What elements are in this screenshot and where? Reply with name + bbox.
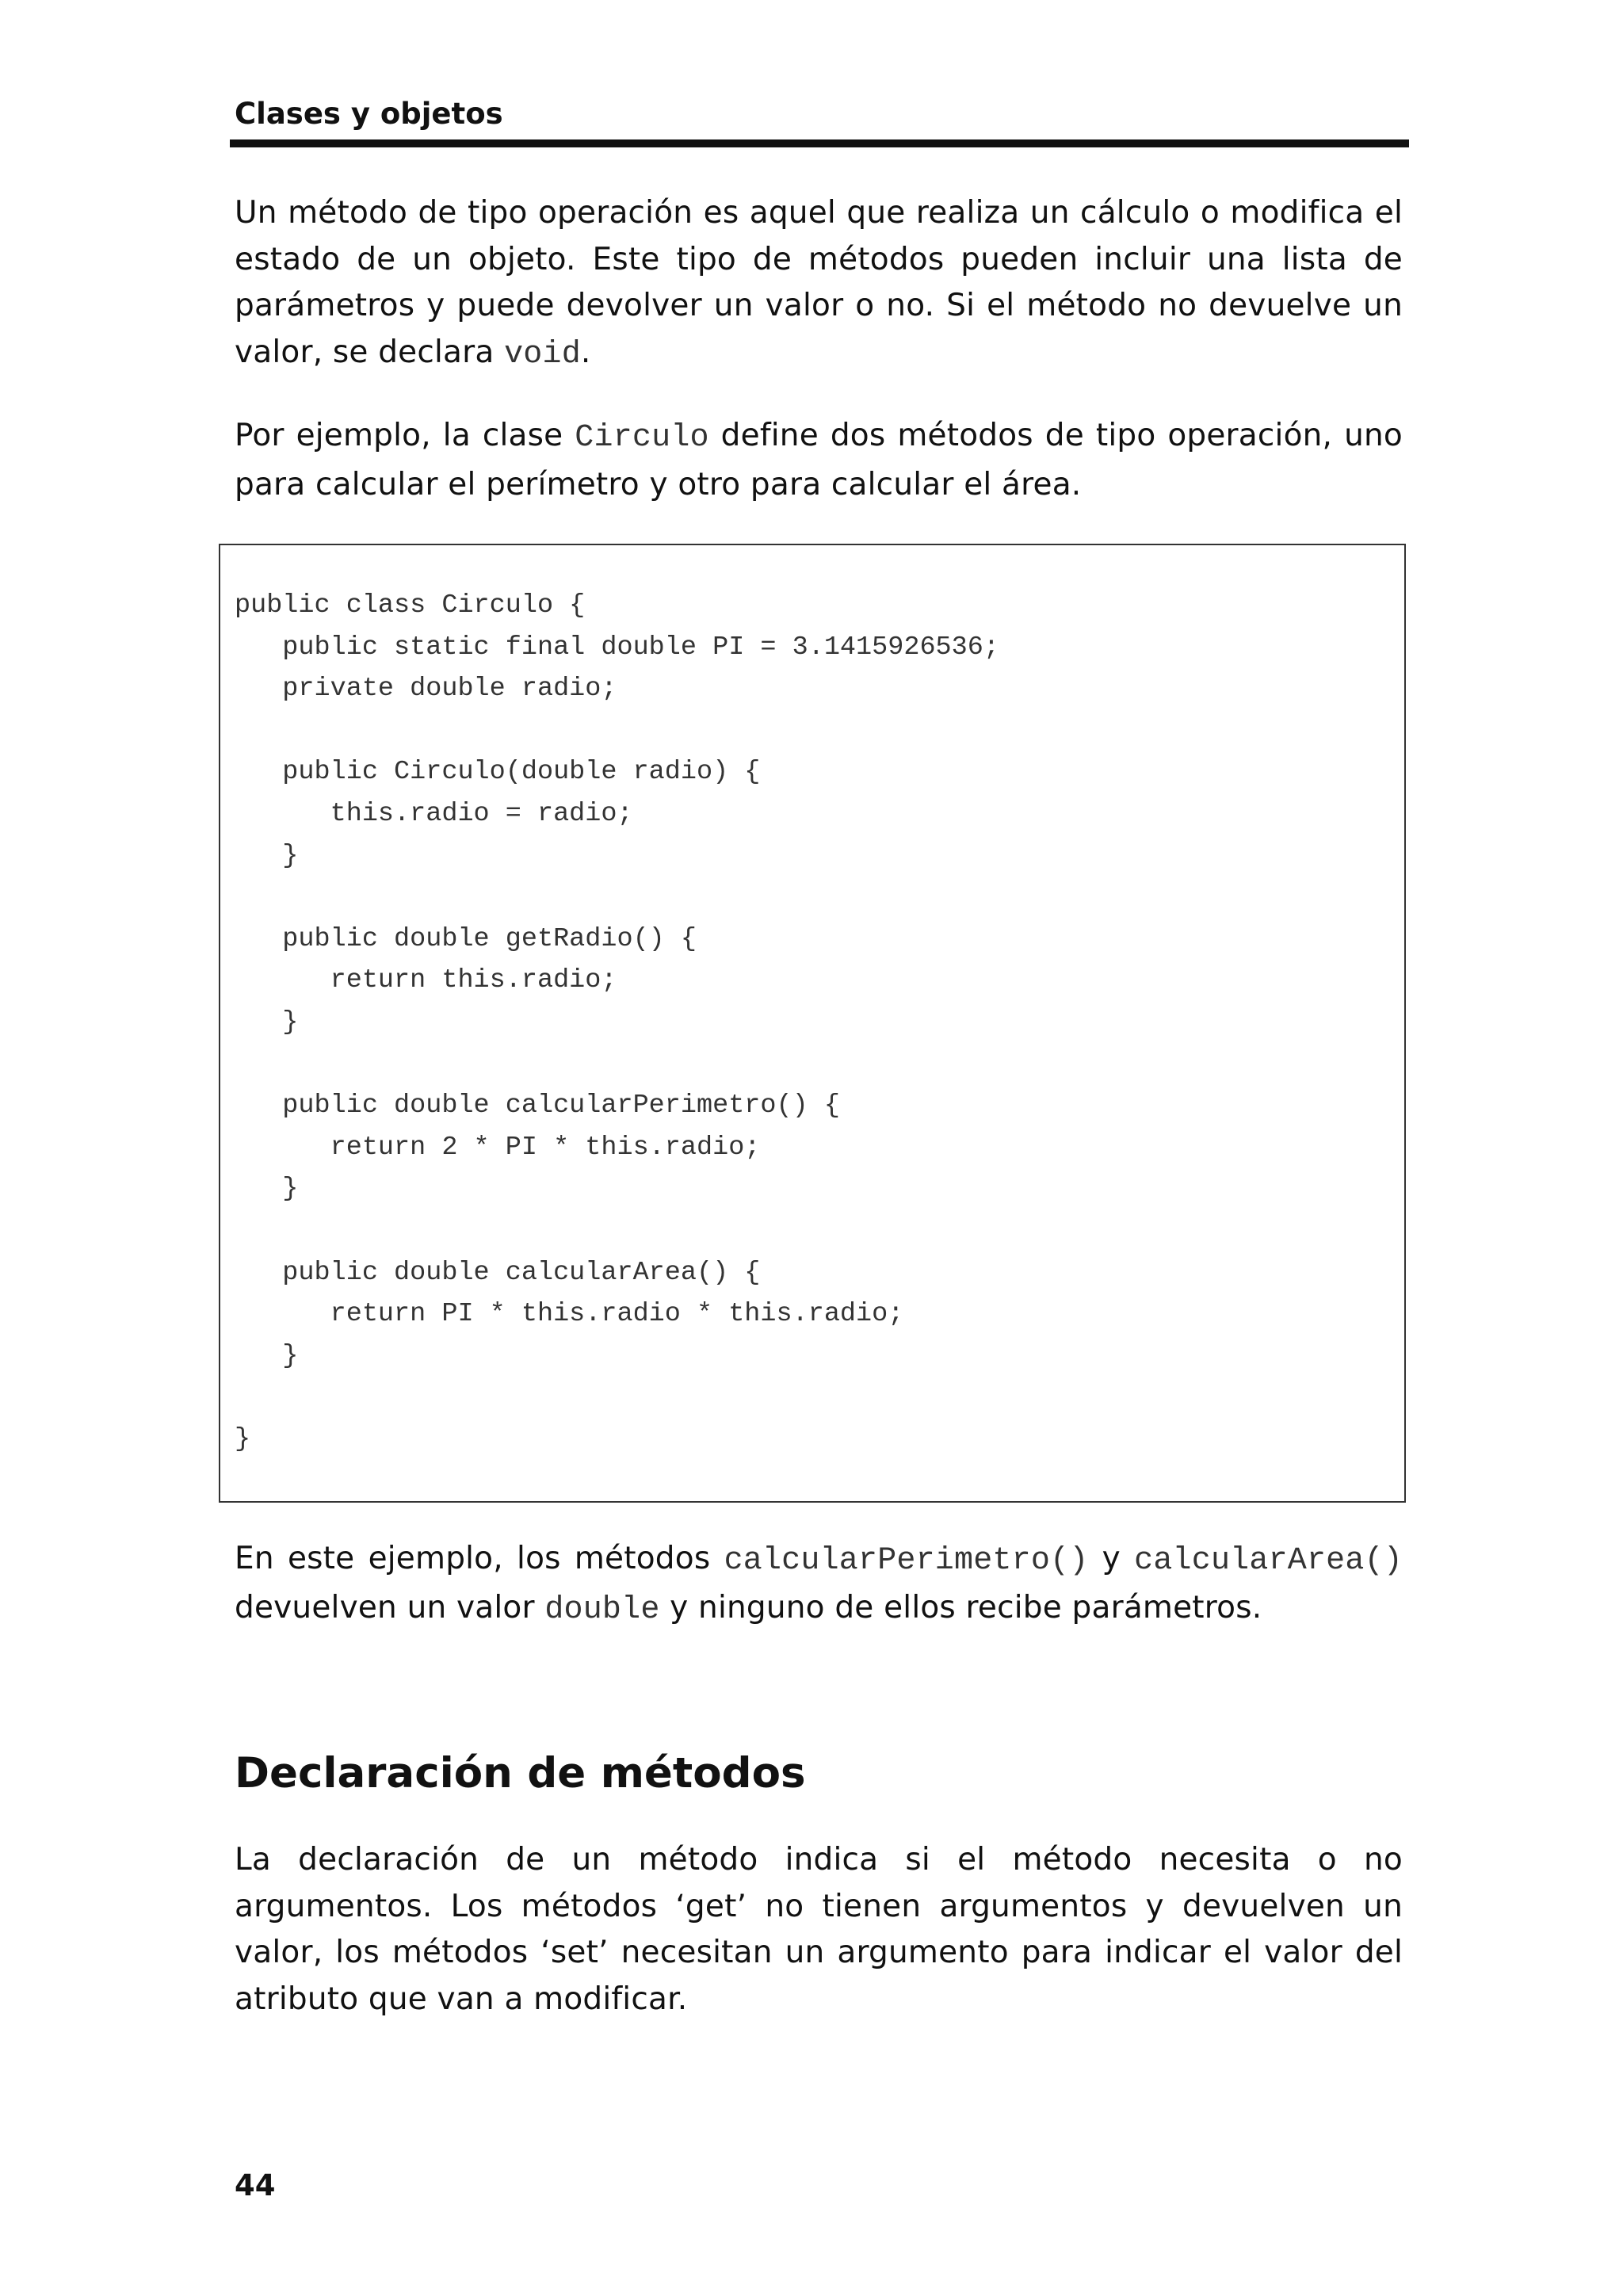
page-number: 44: [235, 2168, 276, 2202]
inline-code-double: double: [544, 1591, 660, 1628]
paragraph-text: y ninguno de ellos recibe parámetros.: [659, 1589, 1262, 1626]
inline-code-void: void: [504, 336, 581, 372]
paragraph-text: En este ejemplo, los métodos: [235, 1541, 724, 1576]
paragraph-operation-methods: [235, 190, 1403, 378]
paragraph-method-declaration: La declaración de un método indica si el método necesita o no argumentos. Los métodos ‘get’ no tienen argumentos y devuelven un valor, los métodos ‘set’ necesitan un argumento para indicar el valor del atributo que van a modificar.: [235, 1842, 1403, 2017]
paragraph-text: y: [1088, 1541, 1135, 1576]
paragraph-text: devuelven un valor: [235, 1589, 545, 1626]
section-heading: Declaración de métodos: [235, 1749, 806, 1797]
paragraph-example-explanation: [235, 1536, 1403, 1633]
header-rule: [230, 139, 1409, 147]
inline-code-calcular-area: calcularArea(): [1134, 1543, 1403, 1579]
paragraph-text: define dos métodos de tipo operación, uno para calcular el perímetro y otro para calcular el área.: [235, 418, 1403, 502]
running-header: Clases y objetos: [235, 97, 503, 131]
paragraph-circulo-example: [235, 413, 1403, 508]
inline-code-circulo: Circulo: [575, 420, 709, 456]
paragraph-text: Un método de tipo operación es aquel que realiza un cálculo o modifica el estado de un objeto. Este tipo de métodos pueden incluir una lista de parámetros y puede devolver un valor o no. Si el método no devuelve un valor, se declara: [235, 195, 1403, 370]
inline-code-calcular-perimetro: calcularPerimetro(): [724, 1543, 1089, 1579]
paragraph-text: Por ejemplo, la clase: [235, 418, 575, 453]
code-listing-box: [219, 544, 1406, 1503]
code-listing: public class Circulo { public static final double PI = 3.1415926536; private double radio; public Circulo(double radio) { this.radio = radio; } public double getRadio() { return this.radio; } public double calcularPerimetro() { return 2 * PI * this.radio; } public double calcularArea() { return PI * this.radio * this.radio; } }: [235, 590, 999, 1454]
paragraph-text: .: [580, 334, 591, 370]
